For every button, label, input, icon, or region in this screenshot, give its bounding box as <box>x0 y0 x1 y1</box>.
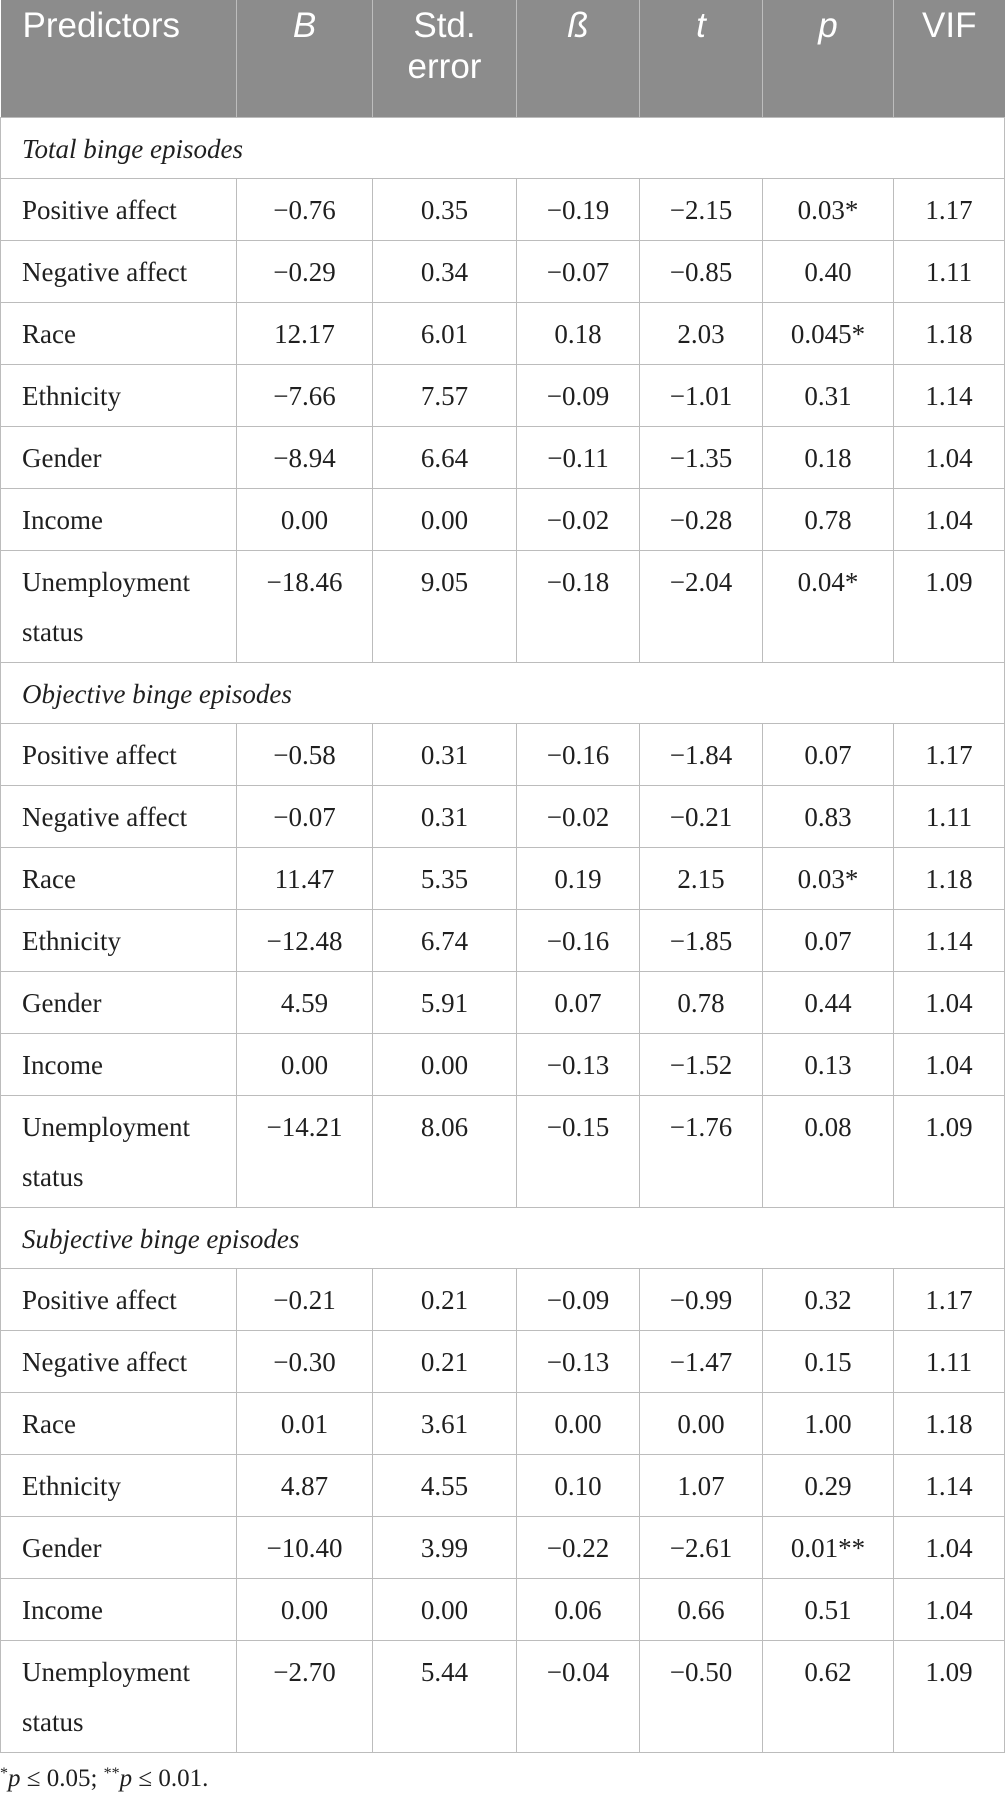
cell-std-error: 0.21 <box>373 1330 517 1392</box>
cell-std-error: 3.99 <box>373 1516 517 1578</box>
cell-t: −1.76 <box>640 1095 763 1207</box>
cell-predictor: Income <box>1 1033 237 1095</box>
cell-b: −0.58 <box>237 723 373 785</box>
table-row <box>1 240 1005 302</box>
cell-beta: −0.09 <box>517 1268 640 1330</box>
cell-std-error: 3.61 <box>373 1392 517 1454</box>
cell-predictor: Gender <box>1 1516 237 1578</box>
cell-b: 0.00 <box>237 488 373 550</box>
cell-predictor: Unemployment status <box>1 550 237 662</box>
table-row <box>1 723 1005 785</box>
cell-std-error: 6.01 <box>373 302 517 364</box>
table-row <box>1 364 1005 426</box>
section-title: Objective binge episodes <box>1 662 1005 723</box>
cell-t: −1.47 <box>640 1330 763 1392</box>
cell-p: 0.04* <box>763 550 894 662</box>
cell-predictor: Race <box>1 302 237 364</box>
cell-std-error: 8.06 <box>373 1095 517 1207</box>
cell-p: 0.51 <box>763 1578 894 1640</box>
cell-predictor: Ethnicity <box>1 364 237 426</box>
cell-vif: 1.04 <box>894 1516 1005 1578</box>
cell-predictor: Positive affect <box>1 178 237 240</box>
cell-b: −8.94 <box>237 426 373 488</box>
cell-predictor: Unemployment status <box>1 1095 237 1207</box>
table-row <box>1 1392 1005 1454</box>
cell-t: −0.85 <box>640 240 763 302</box>
cell-p: 0.01** <box>763 1516 894 1578</box>
cell-vif: 1.04 <box>894 971 1005 1033</box>
cell-beta: −0.09 <box>517 364 640 426</box>
footnote-p-var-1: p <box>8 1765 21 1792</box>
cell-p: 0.31 <box>763 364 894 426</box>
section-row <box>1 117 1005 178</box>
table-row <box>1 1516 1005 1578</box>
cell-b: 11.47 <box>237 847 373 909</box>
table-row <box>1 550 1005 662</box>
cell-predictor: Ethnicity <box>1 1454 237 1516</box>
cell-vif: 1.17 <box>894 1268 1005 1330</box>
cell-vif: 1.18 <box>894 302 1005 364</box>
cell-p: 0.03* <box>763 847 894 909</box>
cell-vif: 1.04 <box>894 488 1005 550</box>
cell-p: 0.13 <box>763 1033 894 1095</box>
cell-vif: 1.09 <box>894 1095 1005 1207</box>
cell-vif: 1.17 <box>894 178 1005 240</box>
cell-p: 0.44 <box>763 971 894 1033</box>
table-row <box>1 302 1005 364</box>
cell-predictor: Race <box>1 1392 237 1454</box>
cell-t: −2.61 <box>640 1516 763 1578</box>
cell-beta: −0.22 <box>517 1516 640 1578</box>
cell-beta: −0.15 <box>517 1095 640 1207</box>
cell-std-error: 5.44 <box>373 1640 517 1752</box>
cell-beta: −0.16 <box>517 909 640 971</box>
cell-beta: −0.19 <box>517 178 640 240</box>
cell-t: −0.28 <box>640 488 763 550</box>
cell-p: 0.40 <box>763 240 894 302</box>
cell-std-error: 0.31 <box>373 785 517 847</box>
cell-t: 0.78 <box>640 971 763 1033</box>
cell-beta: 0.00 <box>517 1392 640 1454</box>
table-row <box>1 1640 1005 1752</box>
cell-beta: −0.18 <box>517 550 640 662</box>
cell-std-error: 0.21 <box>373 1268 517 1330</box>
cell-p: 0.15 <box>763 1330 894 1392</box>
cell-std-error: 5.91 <box>373 971 517 1033</box>
header-p: p <box>763 0 894 117</box>
cell-vif: 1.18 <box>894 847 1005 909</box>
cell-predictor: Ethnicity <box>1 909 237 971</box>
cell-p: 0.18 <box>763 426 894 488</box>
table-header <box>1 0 1005 117</box>
cell-t: 1.07 <box>640 1454 763 1516</box>
cell-t: −1.52 <box>640 1033 763 1095</box>
cell-vif: 1.11 <box>894 785 1005 847</box>
cell-predictor: Negative affect <box>1 240 237 302</box>
table-body <box>1 117 1005 1752</box>
table-footnote <box>0 1762 208 1796</box>
cell-t: −2.04 <box>640 550 763 662</box>
cell-b: −0.76 <box>237 178 373 240</box>
section-title: Subjective binge episodes <box>1 1207 1005 1268</box>
cell-b: −12.48 <box>237 909 373 971</box>
cell-vif: 1.04 <box>894 1578 1005 1640</box>
table-row <box>1 971 1005 1033</box>
cell-beta: −0.02 <box>517 488 640 550</box>
cell-vif: 1.04 <box>894 1033 1005 1095</box>
cell-beta: −0.13 <box>517 1330 640 1392</box>
footnote-mark-double: ** <box>103 1765 120 1782</box>
cell-vif: 1.14 <box>894 1454 1005 1516</box>
table-row <box>1 178 1005 240</box>
section-row <box>1 662 1005 723</box>
cell-vif: 1.09 <box>894 1640 1005 1752</box>
cell-beta: 0.07 <box>517 971 640 1033</box>
cell-t: −1.35 <box>640 426 763 488</box>
cell-b: 0.00 <box>237 1578 373 1640</box>
cell-b: 4.87 <box>237 1454 373 1516</box>
cell-b: −7.66 <box>237 364 373 426</box>
cell-predictor: Positive affect <box>1 723 237 785</box>
cell-predictor: Positive affect <box>1 1268 237 1330</box>
header-std-error: Std. error <box>373 0 517 117</box>
cell-predictor: Gender <box>1 971 237 1033</box>
cell-p: 0.045* <box>763 302 894 364</box>
cell-beta: 0.18 <box>517 302 640 364</box>
cell-b: −18.46 <box>237 550 373 662</box>
cell-std-error: 0.34 <box>373 240 517 302</box>
footnote-mark-single: * <box>0 1765 8 1782</box>
cell-p: 0.07 <box>763 723 894 785</box>
cell-predictor: Income <box>1 1578 237 1640</box>
cell-predictor: Gender <box>1 426 237 488</box>
cell-b: −0.07 <box>237 785 373 847</box>
header-beta: ß <box>517 0 640 117</box>
cell-std-error: 5.35 <box>373 847 517 909</box>
table-row <box>1 1268 1005 1330</box>
cell-t: −0.21 <box>640 785 763 847</box>
cell-p: 0.78 <box>763 488 894 550</box>
cell-b: −0.21 <box>237 1268 373 1330</box>
cell-b: 0.01 <box>237 1392 373 1454</box>
table-row <box>1 1454 1005 1516</box>
cell-t: −2.15 <box>640 178 763 240</box>
cell-predictor: Income <box>1 488 237 550</box>
table-row <box>1 488 1005 550</box>
cell-std-error: 0.31 <box>373 723 517 785</box>
cell-std-error: 0.00 <box>373 1578 517 1640</box>
cell-vif: 1.14 <box>894 364 1005 426</box>
cell-beta: 0.06 <box>517 1578 640 1640</box>
cell-std-error: 7.57 <box>373 364 517 426</box>
cell-std-error: 0.00 <box>373 1033 517 1095</box>
cell-t: −1.85 <box>640 909 763 971</box>
cell-vif: 1.11 <box>894 240 1005 302</box>
cell-t: 2.03 <box>640 302 763 364</box>
cell-beta: 0.19 <box>517 847 640 909</box>
cell-t: 0.00 <box>640 1392 763 1454</box>
cell-p: 1.00 <box>763 1392 894 1454</box>
cell-t: −1.84 <box>640 723 763 785</box>
cell-p: 0.62 <box>763 1640 894 1752</box>
cell-t: −0.50 <box>640 1640 763 1752</box>
cell-vif: 1.04 <box>894 426 1005 488</box>
cell-beta: −0.04 <box>517 1640 640 1752</box>
cell-std-error: 6.64 <box>373 426 517 488</box>
cell-std-error: 4.55 <box>373 1454 517 1516</box>
cell-p: 0.03* <box>763 178 894 240</box>
cell-p: 0.07 <box>763 909 894 971</box>
cell-vif: 1.09 <box>894 550 1005 662</box>
header-t: t <box>640 0 763 117</box>
cell-t: −1.01 <box>640 364 763 426</box>
cell-predictor: Negative affect <box>1 1330 237 1392</box>
table-row <box>1 1330 1005 1392</box>
cell-predictor: Negative affect <box>1 785 237 847</box>
cell-std-error: 0.35 <box>373 178 517 240</box>
footnote-text-2: ≤ 0.01. <box>132 1765 209 1792</box>
cell-beta: −0.07 <box>517 240 640 302</box>
cell-beta: −0.11 <box>517 426 640 488</box>
cell-b: −14.21 <box>237 1095 373 1207</box>
cell-t: −0.99 <box>640 1268 763 1330</box>
table-row <box>1 1095 1005 1207</box>
cell-std-error: 6.74 <box>373 909 517 971</box>
table-row <box>1 847 1005 909</box>
table-row <box>1 785 1005 847</box>
table-row <box>1 1578 1005 1640</box>
cell-b: −0.30 <box>237 1330 373 1392</box>
cell-b: −2.70 <box>237 1640 373 1752</box>
cell-predictor: Race <box>1 847 237 909</box>
footnote-p-var-2: p <box>119 1765 133 1792</box>
section-title: Total binge episodes <box>1 117 1005 178</box>
cell-b: −0.29 <box>237 240 373 302</box>
cell-std-error: 9.05 <box>373 550 517 662</box>
table-row <box>1 909 1005 971</box>
cell-beta: −0.13 <box>517 1033 640 1095</box>
table-row <box>1 426 1005 488</box>
header-row <box>1 0 1005 117</box>
cell-p: 0.32 <box>763 1268 894 1330</box>
cell-vif: 1.14 <box>894 909 1005 971</box>
cell-p: 0.83 <box>763 785 894 847</box>
cell-b: 4.59 <box>237 971 373 1033</box>
table-row <box>1 1033 1005 1095</box>
footnote-text-1: ≤ 0.05; <box>20 1765 104 1792</box>
cell-beta: −0.02 <box>517 785 640 847</box>
cell-vif: 1.18 <box>894 1392 1005 1454</box>
cell-vif: 1.17 <box>894 723 1005 785</box>
header-predictors: Predictors <box>1 0 237 117</box>
cell-b: −10.40 <box>237 1516 373 1578</box>
cell-t: 2.15 <box>640 847 763 909</box>
cell-b: 0.00 <box>237 1033 373 1095</box>
cell-predictor: Unemployment status <box>1 1640 237 1752</box>
cell-p: 0.08 <box>763 1095 894 1207</box>
cell-beta: −0.16 <box>517 723 640 785</box>
cell-beta: 0.10 <box>517 1454 640 1516</box>
cell-std-error: 0.00 <box>373 488 517 550</box>
cell-p: 0.29 <box>763 1454 894 1516</box>
cell-vif: 1.11 <box>894 1330 1005 1392</box>
header-b: B <box>237 0 373 117</box>
cell-b: 12.17 <box>237 302 373 364</box>
cell-t: 0.66 <box>640 1578 763 1640</box>
header-vif: VIF <box>894 0 1005 117</box>
section-row <box>1 1207 1005 1268</box>
